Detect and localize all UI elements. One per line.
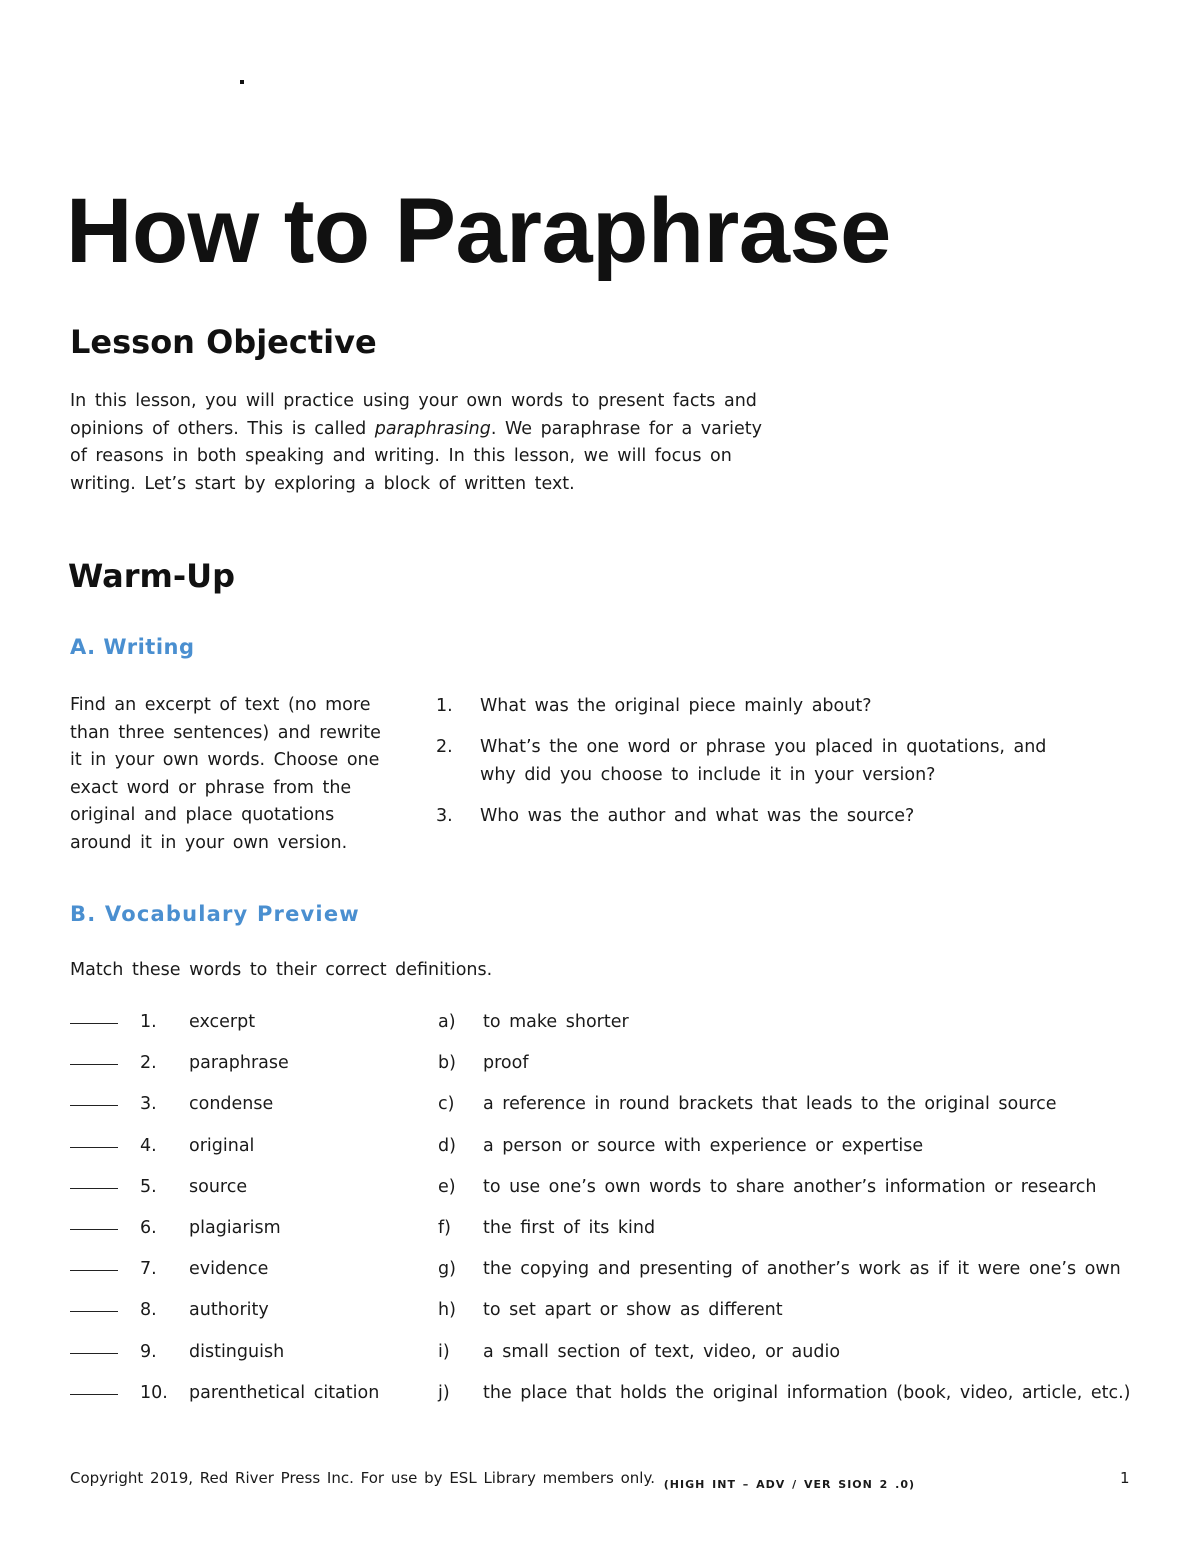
footer: [70, 1467, 915, 1491]
writing-questions: [436, 692, 1056, 843]
definition-letter: a): [438, 1012, 456, 1032]
stray-mark: [240, 80, 244, 84]
vocab-number: 1.: [140, 1012, 157, 1032]
vocabulary-instruction: Match these words to their correct definitions.: [70, 960, 493, 980]
vocabulary-match-list: [70, 1009, 1170, 1421]
vocab-word: excerpt: [189, 1012, 256, 1032]
answer-blank[interactable]: [70, 1023, 118, 1024]
question-item: [436, 733, 1056, 789]
answer-blank[interactable]: [70, 1064, 118, 1065]
definition-text: to set apart or show as different: [483, 1300, 783, 1321]
writing-instructions: Find an excerpt of text (no more than three sentences) and rewrite it in your own words. Choose one exact word or phrase from the original and place quotations around it in your own version.: [70, 695, 381, 853]
definition-letter: c): [438, 1094, 455, 1115]
question-number: 3.: [436, 806, 453, 826]
answer-blank[interactable]: [70, 1147, 118, 1148]
definition-text: a small section of text, video, or audio: [483, 1341, 841, 1362]
answer-blank[interactable]: [70, 1394, 118, 1395]
question-item: [436, 692, 1056, 720]
vocab-word: paraphrase: [189, 1053, 289, 1074]
vocab-number: 3.: [140, 1094, 157, 1115]
vocab-row: [70, 1256, 1170, 1297]
answer-blank[interactable]: [70, 1353, 118, 1354]
vocab-number: 9.: [140, 1341, 157, 1362]
definition-text: the copying and presenting of another’s work as if it were one’s own: [483, 1259, 1121, 1280]
definition-text: a person or source with experience or expertise: [483, 1135, 924, 1156]
question-item: [436, 802, 1056, 830]
answer-blank[interactable]: [70, 1188, 118, 1189]
vocab-number: 6.: [140, 1217, 157, 1238]
copyright-notice: Copyright 2019, Red River Press Inc. For use by ESL Library members only.: [70, 1469, 655, 1487]
definition-letter: f): [438, 1217, 451, 1238]
vocab-word: source: [189, 1176, 248, 1197]
vocabulary-section-heading: B. Vocabulary Preview: [70, 902, 360, 926]
vocab-row: [70, 1091, 1170, 1132]
vocab-word: condense: [189, 1094, 274, 1115]
definition-letter: g): [438, 1259, 456, 1280]
question-text: What was the original piece mainly about?: [480, 696, 872, 716]
question-number: 1.: [436, 696, 453, 716]
answer-blank[interactable]: [70, 1229, 118, 1230]
definition-letter: e): [438, 1176, 456, 1197]
vocab-word: plagiarism: [189, 1217, 281, 1238]
objective-text-end: . We paraphrase for a variety of reasons in both speaking and writing. In this lesson, we will focus on writing. Let’s start by exploring a block of written text.: [70, 418, 762, 494]
question-number: 2.: [436, 737, 453, 757]
answer-blank[interactable]: [70, 1311, 118, 1312]
definition-letter: i): [438, 1341, 450, 1362]
definition-text: to make shorter: [483, 1012, 629, 1032]
vocab-number: 8.: [140, 1300, 157, 1321]
definition-text: the first of its kind: [483, 1217, 656, 1238]
vocab-number: 2.: [140, 1053, 157, 1074]
vocab-row: [70, 1133, 1170, 1174]
vocab-number: 7.: [140, 1259, 157, 1280]
definition-letter: b): [438, 1053, 456, 1074]
page-number: 1: [1120, 1469, 1130, 1487]
definition-letter: h): [438, 1300, 456, 1321]
objective-text-start: In this lesson, you will practice using your own words to present facts and opinions of others. This is called: [70, 391, 757, 439]
vocab-number: 5.: [140, 1176, 157, 1197]
vocab-row: [70, 1009, 1170, 1050]
vocab-row: [70, 1050, 1170, 1091]
answer-blank[interactable]: [70, 1105, 118, 1106]
answer-blank[interactable]: [70, 1270, 118, 1271]
definition-text: proof: [483, 1053, 529, 1074]
objective-key-term: paraphrasing: [374, 418, 491, 439]
vocab-word: original: [189, 1135, 255, 1156]
question-text: What’s the one word or phrase you placed in quotations, and why did you choose to include it in your version?: [480, 737, 1047, 785]
vocab-row: [70, 1174, 1170, 1215]
definition-text: to use one’s own words to share another’s information or research: [483, 1176, 1097, 1197]
warm-up-heading: Warm-Up: [68, 557, 236, 595]
definition-letter: d): [438, 1135, 456, 1156]
vocab-word: parenthetical citation: [189, 1382, 380, 1403]
vocab-number: 4.: [140, 1135, 157, 1156]
vocab-row: [70, 1380, 1170, 1421]
vocab-word: distinguish: [189, 1341, 285, 1362]
vocab-row: [70, 1215, 1170, 1256]
definition-text: a reference in round brackets that leads to the original source: [483, 1094, 1057, 1115]
definition-text: the place that holds the original information (book, video, article, etc.): [483, 1382, 1131, 1403]
vocab-row: [70, 1339, 1170, 1380]
writing-section-heading: A. Writing: [70, 635, 195, 659]
vocab-row: [70, 1297, 1170, 1338]
definition-letter: j): [438, 1382, 450, 1403]
page-title: How to Paraphrase: [66, 180, 891, 282]
question-text: Who was the author and what was the source?: [480, 806, 915, 826]
level-version-label: (HIGH INT – ADV / VER SION 2 .0): [663, 1478, 916, 1491]
lesson-objective-heading: Lesson Objective: [70, 323, 377, 361]
vocab-word: evidence: [189, 1259, 269, 1280]
vocab-word: authority: [189, 1300, 269, 1321]
lesson-objective-text: [70, 388, 770, 498]
vocab-number: 10.: [140, 1382, 168, 1403]
